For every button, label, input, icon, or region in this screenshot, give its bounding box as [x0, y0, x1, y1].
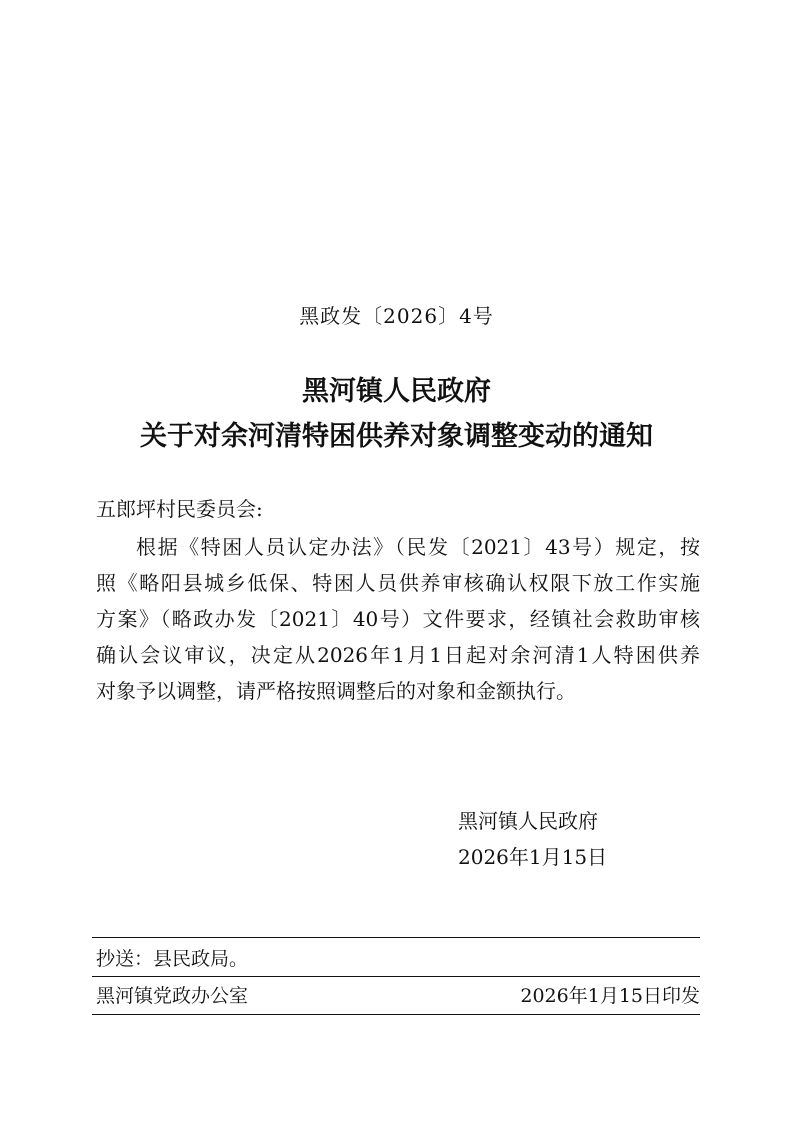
body-line-2: 照《略阳县城乡低保、特困人员供养审核确认权限下放工作实施: [96, 571, 700, 595]
body-line-3: 方案》（略政办发〔2021〕40号）文件要求，经镇社会救助审核: [96, 607, 700, 631]
document-number: 黑政发〔2026〕4号: [299, 304, 494, 328]
issuing-office: 黑河镇党政办公室: [96, 985, 249, 1007]
document-title-line2: 关于对余河清特困供养对象调整变动的通知: [140, 421, 653, 452]
footer-middle-rule: [92, 976, 700, 977]
body-line-1: 根据《特困人员认定办法》（民发〔2021〕43号）规定，按: [136, 535, 700, 559]
cc-line: 抄送：县民政局。: [96, 948, 249, 970]
sign-date: 2026年1月15日: [458, 845, 608, 869]
body-line-5: 对象予以调整，请严格按照调整后的对象和金额执行。: [96, 679, 576, 703]
body-line-4: 确认会议审议，决定从2026年1月1日起对余河清1人特困供养: [96, 643, 700, 667]
addressee: 五郎坪村民委员会:: [96, 497, 263, 521]
footer-top-rule: [92, 937, 700, 938]
print-date: 2026年1月15日印发: [520, 985, 700, 1007]
signer-organization: 黑河镇人民政府: [458, 809, 598, 833]
document-title-line1: 黑河镇人民政府: [302, 376, 491, 407]
footer-bottom-rule: [92, 1014, 700, 1015]
